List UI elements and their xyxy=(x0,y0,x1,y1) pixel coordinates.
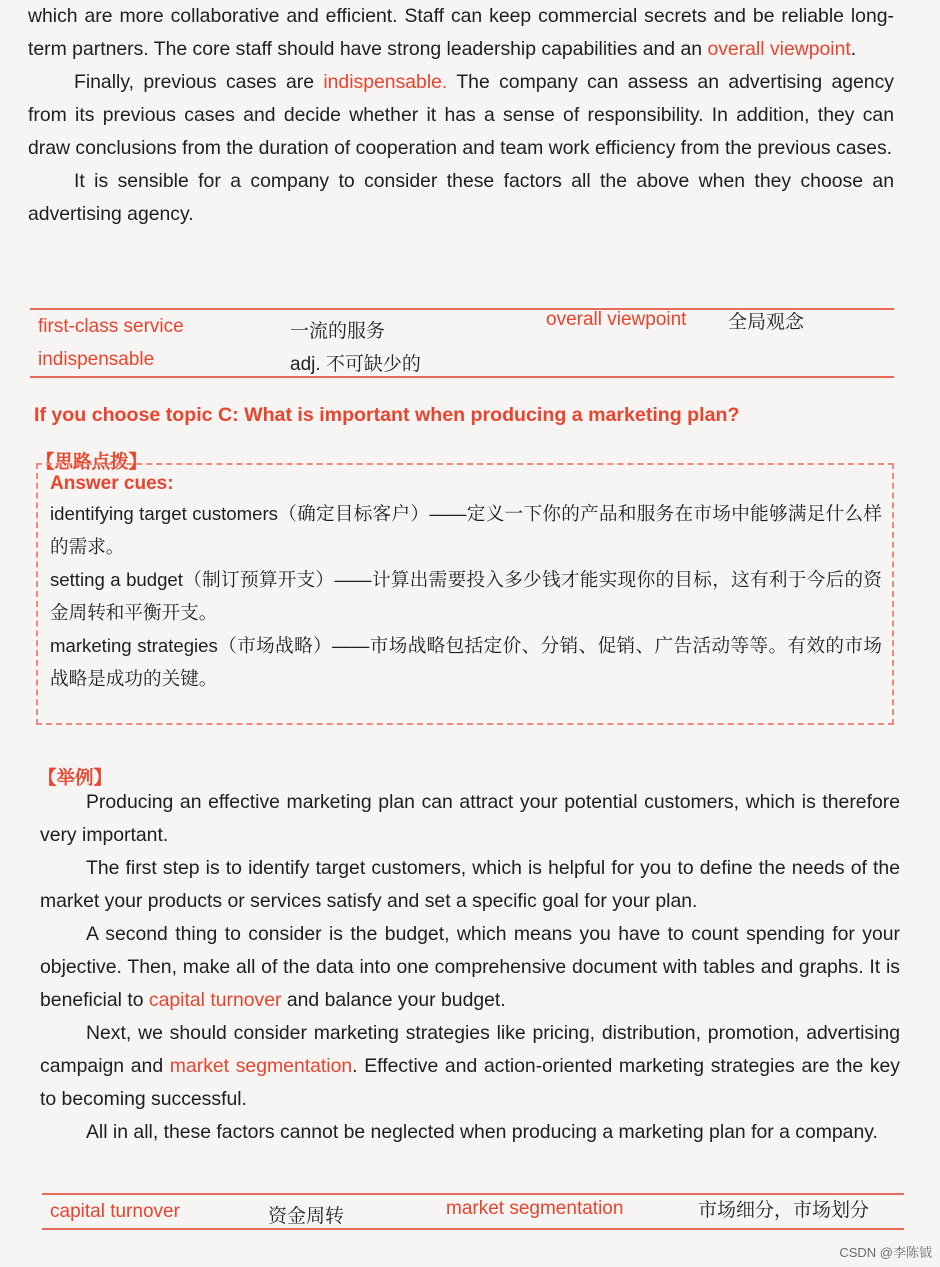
vocab-meaning: 市场细分，市场划分 xyxy=(698,1200,870,1221)
paragraph: It is sensible for a company to consider these factors all the above when they choose an advertising agency. xyxy=(28,170,894,225)
passage-topic-c xyxy=(40,786,900,1149)
answer-cues-box xyxy=(36,463,894,725)
vocab-term: indispensable xyxy=(38,349,155,370)
section-label-ideas: 【思路点拨】 xyxy=(36,451,148,472)
vocab-term: capital turnover xyxy=(50,1201,180,1222)
paragraph: which are more collaborative and efficient. Staff can keep commercial secrets and be reliable long-term partners. The core staff should have strong leadership capabilities and an overall viewpoint. xyxy=(28,5,894,60)
vocab-term: first-class service xyxy=(38,316,184,337)
paragraph: Producing an effective marketing plan can attract your potential customers, which is therefore very important. xyxy=(40,791,900,846)
vocab-term: market segmentation xyxy=(446,1198,624,1219)
vocab-meaning: 全局观念 xyxy=(728,312,805,333)
paragraph: All in all, these factors cannot be neglected when producing a marketing plan for a company. xyxy=(86,1121,878,1143)
vocabulary-table xyxy=(42,1193,904,1230)
vocab-term: overall viewpoint xyxy=(546,309,687,330)
paragraph: The first step is to identify target customers, which is helpful for you to define the needs of the market your products or services satisfy and set a specific goal for your plan. xyxy=(40,857,900,912)
vocab-meaning: 资金周转 xyxy=(268,1206,345,1227)
vocabulary-table xyxy=(30,308,894,378)
vocab-row xyxy=(42,1195,904,1228)
cues-title: Answer cues: xyxy=(50,473,174,494)
highlighted-term: market segmentation xyxy=(169,1055,353,1077)
paragraph: Finally, previous cases are indispensable. The company can assess an advertising agency from its previous cases and decide whether it has a sense of responsibility. In addition, they can draw conclusions from the duration of cooperation and team work efficiency from the previous cases. xyxy=(28,71,894,159)
watermark: CSDN @李陈钺 xyxy=(839,1245,932,1260)
paragraph: Next, we should consider marketing strategies like pricing, distribution, promotion, advertising campaign and market segmentation. Effective and action-oriented marketing strategies are the key to becoming successful. xyxy=(40,1022,900,1110)
vocab-meaning: 一流的服务 xyxy=(290,321,386,342)
highlighted-term: capital turnover xyxy=(148,989,282,1011)
cue-item: identifying target customers（确定目标客户）——定义一下你的产品和服务在市场中能够满足什么样的需求。 xyxy=(50,503,882,557)
cue-item: marketing strategies（市场战略）——市场战略包括定价、分销、促销、广告活动等等。有效的市场战略是成功的关键。 xyxy=(50,635,882,689)
highlighted-term: overall viewpoint xyxy=(707,38,851,60)
vocab-meaning: adj. 不可缺少的 xyxy=(290,354,421,375)
cue-item: setting a budget（制订预算开支）——计算出需要投入多少钱才能实现你的目标，这有利于今后的资金周转和平衡开支。 xyxy=(50,569,882,623)
highlighted-term: indispensable. xyxy=(323,71,448,93)
section-label-example: 【举例】 xyxy=(38,767,113,788)
vocab-row xyxy=(30,310,894,343)
topic-heading: If you choose topic C: What is important when producing a marketing plan? xyxy=(34,404,740,426)
vocab-row xyxy=(30,343,894,376)
paragraph: A second thing to consider is the budget, which means you have to count spending for your objective. Then, make all of the data into one comprehensive document with tables and graphs. It is beneficial to capital turnover and balance your budget. xyxy=(40,923,900,1011)
passage-topic-b xyxy=(28,0,894,231)
